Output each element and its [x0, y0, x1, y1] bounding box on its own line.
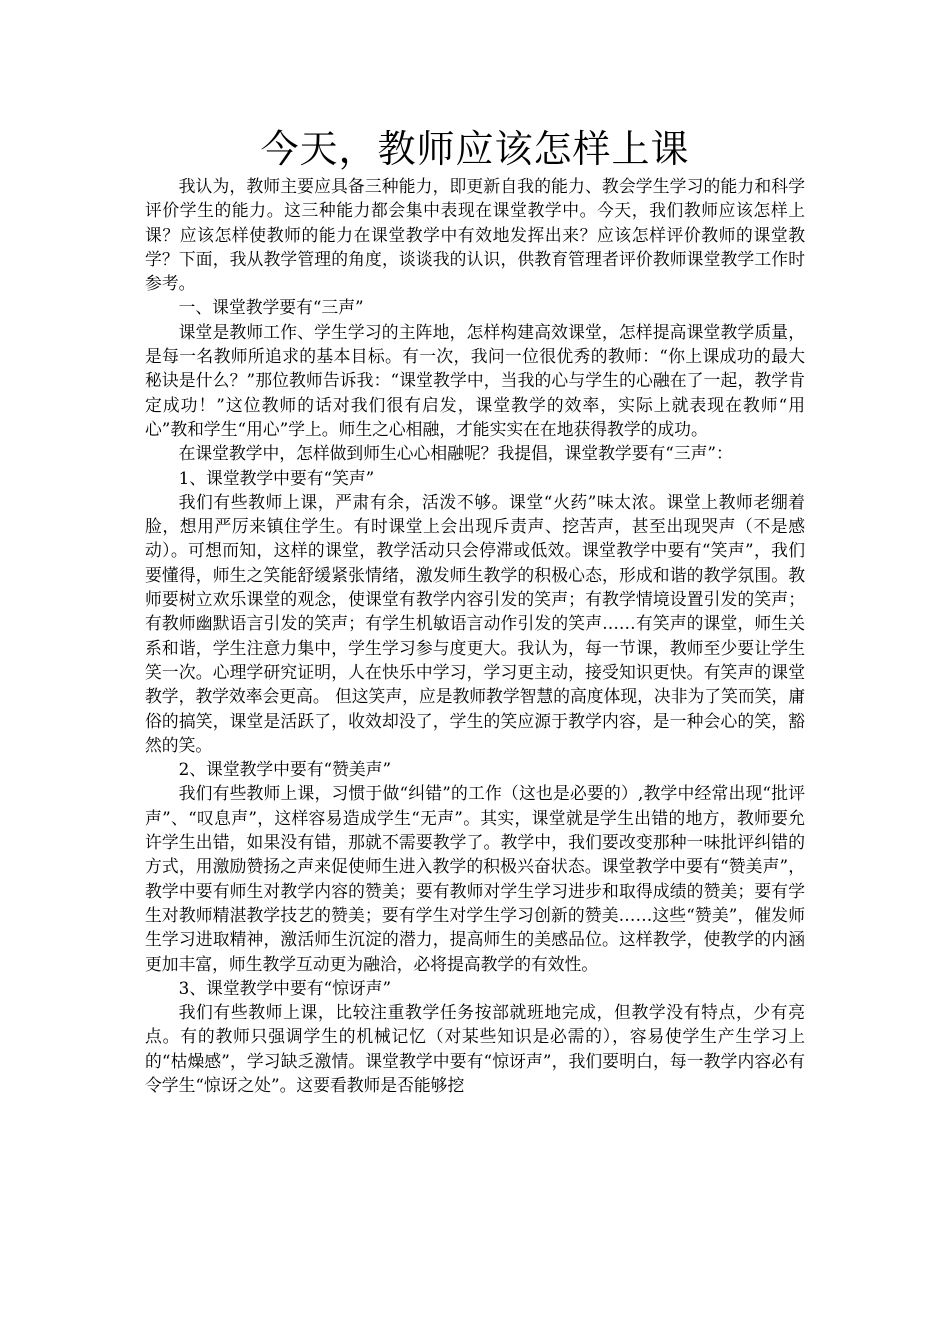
document-title: 今天，教师应该怎样上课	[260, 127, 690, 171]
paragraph-three-sounds-intro: 在课堂教学中，怎样做到师生心心相融呢？我提倡，课堂教学要有“三声”：	[178, 443, 733, 464]
paragraph-praise: 我们有些教师上课，习惯于做“纠错”的工作（这也是必要的）,教学中经常出现“批评声”、“叹息声”，这样容易造成学生“无声”。其实，课堂就是学生出错的地方，教师要允许学生出错，如果没有错，那就不需要教学了。教学中，我们要改变那种一味批评纠错的方式，用激励赞扬之声来促使师生进入教学的积极兴奋状态。课堂教学中要有“赞美声”， 教学中要有师生对教学内容的赞美；要有教师对学生学习进步和取得成绩的赞美；要有学生对教师精湛教学技艺的赞美；要有学生对学生学习创新的赞美……这些“赞美”，催发师生学习进取精神，激活师生沉淀的潜力，提高师生的美感品位。这样教学，使教学的内涵更加丰富，师生教学互动更为融洽，必将提高教学的有效性。	[145, 783, 805, 974]
subheading-praise: 2、课堂教学中要有“赞美声”	[178, 759, 392, 780]
document-body	[145, 174, 805, 1097]
subheading-surprise: 3、课堂教学中要有“惊讶声”	[178, 977, 392, 998]
paragraph-surprise: 我们有些教师上课，比较注重教学任务按部就班地完成，但教学没有特点，少有亮点。有的教师只强调学生的机械记忆（对某些知识是必需的），容易使学生产生学习上的“枯燥感”，学习缺乏激情。课堂教学中要有“惊讶声”，我们要明白，每一教学内容必有令学生“惊讶之处”。这要看教师是否能够挖	[145, 1002, 805, 1095]
paragraph-classroom: 课堂是教师工作、学生学习的主阵地，怎样构建高效课堂，怎样提高课堂教学质量，是每一名教师所追求的基本目标。有一次，我问一位很优秀的教师：“你上课成功的最大秘诀是什么？”那位教师告诉我：“课堂教学中，当我的心与学生的心融在了一起，教学肯定成功！”这位教师的话对我们很有启发，课堂教学的效率，实际上就表现在教师“用心”教和学生“用心”学上。师生之心相融，才能实实在在地获得教学的成功。	[145, 321, 805, 439]
paragraph-laughter: 我们有些教师上课，严肃有余，活泼不够。课堂“火药”味太浓。课堂上教师老绷着脸，想用严厉来镇住学生。有时课堂上会出现斥责声、挖苦声，甚至出现哭声（不是感动）。可想而知，这样的课堂，教学活动只会停滞或低效。课堂教学中要有“笑声”，我们要懂得，师生之笑能舒缓紧张情绪，激发师生教学的积极心态，形成和谐的教学氛围。教师要树立欢乐课堂的观念，使课堂有教学内容引发的笑声；有教学情境设置引发的笑声；有教师幽默语言引发的笑声；有学生机敏语言动作引发的笑声……有笑声的课堂，师生关系和谐，学生注意力集中，学生学习参与度更大。我认为，每一节课，教师至少要让学生笑一次。心理学研究证明，人在快乐中学习，学习更主动，接受知识更快。有笑声的课堂教学，教学效率会更高。 但这笑声，应是教师教学智慧的高度体现，决非为了笑而笑，庸俗的搞笑，课堂是活跃了，收效却没了，学生的笑应源于教学内容，是一种会心的笑，豁然的笑。	[145, 491, 805, 755]
section-heading-three-sounds: 一、课堂教学要有“三声”	[178, 297, 364, 318]
subheading-laughter: 1、课堂教学中要有“笑声”	[178, 467, 375, 488]
paragraph-intro: 我认为，教师主要应具备三种能力，即更新自我的能力、教会学生学习的能力和科学评价学生的能力。这三种能力都会集中表现在课堂教学中。今天，我们教师应该怎样上课？应该怎样使教师的能力在课堂教学中有效地发挥出来？应该怎样评价教师的课堂教学？下面，我从教学管理的角度，谈谈我的认识，供教育管理者评价教师课堂教学工作时参考。	[145, 176, 805, 294]
